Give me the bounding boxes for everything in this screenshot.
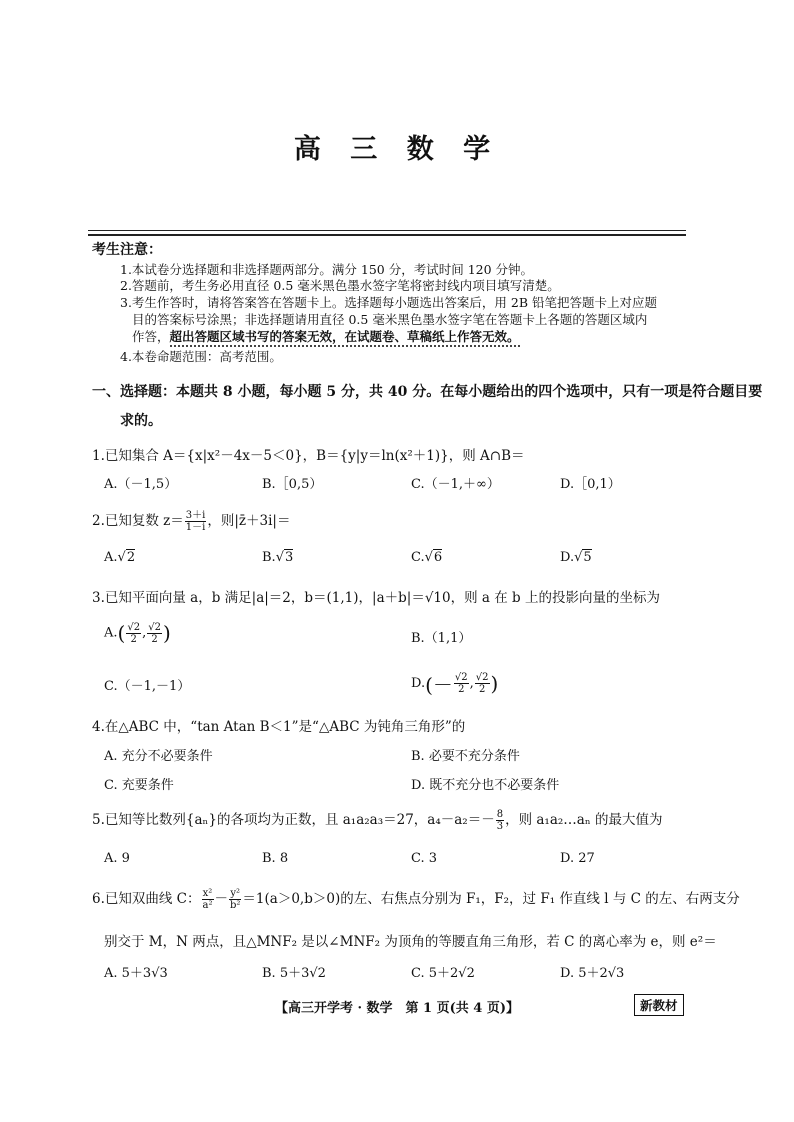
q3-a-close: ) xyxy=(162,621,171,645)
q3-d-frac2 xyxy=(475,672,490,695)
section-heading: 一、选择题：本题共 8 小题，每小题 5 分，共 40 分。在每小题给出的四个选项中，只有一项是符合题目要 xyxy=(92,384,763,400)
question-2-stem xyxy=(92,509,290,533)
q6-stem-mid: ＝1(a＞0,b＞0)的左、右焦点分别为 F₁，F₂，过 F₁ 作直线 l 与 C 的左、右两支分 xyxy=(242,891,740,907)
q2-c-root: √ xyxy=(424,550,433,565)
q6-f1-den: a² xyxy=(202,900,213,911)
q2-option-a xyxy=(104,550,135,565)
q2-frac-num: 3＋i xyxy=(185,510,206,521)
q2-fraction xyxy=(185,510,207,533)
question-1-stem: 1.已知集合 A＝{x|x²－4x－5＜0}，B＝{y|y＝ln(x²＋1)}，则 A∩B＝ xyxy=(92,448,525,464)
q1-option-c: C.（－1,＋∞） xyxy=(411,477,500,492)
q5-frac-den: 3 xyxy=(496,821,504,832)
q2-d-radicand: 5 xyxy=(583,550,592,565)
section-heading-cont: 求的。 xyxy=(120,413,162,429)
q2-b-letter: B. xyxy=(262,550,276,565)
q2-option-c xyxy=(411,550,442,565)
q2-frac-den: 1－i xyxy=(185,522,206,533)
q3-d-open: (－ xyxy=(425,673,453,697)
q3-d-d1: 2 xyxy=(458,684,465,695)
q3-d-frac1 xyxy=(454,672,469,695)
q3-d-close: ) xyxy=(490,671,499,696)
q2-b-radicand: 3 xyxy=(284,550,294,565)
edition-badge: 新教材 xyxy=(634,994,684,1016)
q3-d-n2: √2 xyxy=(475,672,489,683)
q3-a-n2: √2 xyxy=(148,621,161,633)
q2-option-d xyxy=(560,550,592,565)
question-3-stem: 3.已知平面向量 a，b 满足|a|＝2，b＝(1,1)，|a＋b|＝√10，则 a 在 b 上的投影向量的坐标为 xyxy=(92,590,660,606)
q2-stem-end: ，则|z̄＋3i|＝ xyxy=(207,513,291,529)
q2-d-letter: D. xyxy=(560,550,575,565)
q3-a-frac2 xyxy=(147,622,162,645)
q3-d-d2: 2 xyxy=(478,684,486,695)
notice-item-2: 2.答题前，考生务必用直径 0.5 毫米黑色墨水签字笔将密封线内项目填写清楚。 xyxy=(120,278,560,293)
q3-a-n1: √2 xyxy=(127,621,141,633)
q5-option-a: A. 9 xyxy=(104,851,130,866)
q3-option-c: C.（－1,－1） xyxy=(104,679,191,694)
q2-c-radicand: 6 xyxy=(433,550,443,565)
notice-emphasis: 超出答题区域书写的答案无效，在试题卷、草稿纸上作答无效。 xyxy=(170,329,520,347)
page-title: 高 三 数 学 xyxy=(293,134,501,165)
q3-option-d xyxy=(411,669,498,698)
question-4-stem: 4.在△ABC 中，“tan Atan B＜1”是“△ABC 为钝角三角形”的 xyxy=(92,719,466,735)
q6-f2-den: b² xyxy=(230,900,241,911)
q1-option-d: D.［0,1） xyxy=(560,477,621,492)
q3-d-letter: D. xyxy=(411,676,426,691)
q3-d-n1: √2 xyxy=(454,672,468,683)
q5-stem-start: 5.已知等比数列{aₙ}的各项均为正数，且 a₁a₂a₃＝27，a₄－a₂＝－ xyxy=(92,812,495,828)
q4-option-d: D. 既不充分也不必要条件 xyxy=(411,778,560,793)
q1-option-a: A.（－1,5） xyxy=(104,477,178,492)
q6-option-a: A. 5＋3√3 xyxy=(104,966,168,981)
q2-a-radicand: 2 xyxy=(126,550,136,565)
q5-option-c: C. 3 xyxy=(411,851,438,866)
q6-option-b: B. 5＋3√2 xyxy=(262,966,326,981)
notice-heading: 考生注意： xyxy=(92,242,162,258)
question-6-stem-cont: 别交于 M，N 两点，且△MNF₂ 是以∠MNF₂ 为顶角的等腰直角三角形，若 C 的离心率为 e，则 e²＝ xyxy=(104,934,717,950)
q2-option-b xyxy=(262,550,293,565)
q6-option-d: D. 5＋2√3 xyxy=(560,966,625,981)
notice-item-3-end-plain: 作答， xyxy=(132,329,170,344)
q6-fraction-x xyxy=(202,888,214,911)
header-divider-thick xyxy=(88,234,686,236)
q3-a-frac1 xyxy=(126,622,141,645)
q3-option-a xyxy=(104,621,171,645)
q4-option-b: B. 必要不充分条件 xyxy=(411,749,520,764)
q6-fraction-y xyxy=(229,888,241,911)
q3-a-open: ( xyxy=(117,621,126,645)
notice-item-1: 1.本试卷分选择题和非选择题两部分。满分 150 分，考试时间 120 分钟。 xyxy=(120,262,534,277)
notice-item-4: 4.本卷命题范围：高考范围。 xyxy=(120,349,282,364)
q5-frac-num: 8 xyxy=(496,809,504,820)
q3-a-letter: A. xyxy=(104,625,118,641)
q3-a-d1: 2 xyxy=(130,633,137,645)
q5-fraction xyxy=(496,809,504,832)
question-5-stem xyxy=(92,808,663,832)
q4-option-a: A. 充分不必要条件 xyxy=(104,749,213,764)
header-divider-thin xyxy=(88,230,686,231)
q2-a-letter: A. xyxy=(104,550,118,565)
q1-option-b: B.［0,5） xyxy=(262,477,323,492)
q6-minus: － xyxy=(214,891,228,907)
q2-a-root: √ xyxy=(117,550,126,565)
q3-a-d2: 2 xyxy=(151,633,158,645)
q3-option-b: B.（1,1） xyxy=(411,631,472,646)
q6-stem-start: 6.已知双曲线 C： xyxy=(92,891,201,907)
q6-f2-num: y² xyxy=(230,888,241,899)
q6-option-c: C. 5＋2√2 xyxy=(411,966,475,981)
q5-option-d: D. 27 xyxy=(560,851,595,866)
q3-d-comma: , xyxy=(469,676,474,691)
q5-option-b: B. 8 xyxy=(262,851,289,866)
q2-d-root: √ xyxy=(574,550,583,565)
q6-f1-num: x² xyxy=(202,888,213,899)
question-6-stem xyxy=(92,887,740,911)
q2-c-letter: C. xyxy=(411,550,425,565)
notice-item-3-end xyxy=(132,327,520,345)
q5-stem-end: ，则 a₁a₂…aₙ 的最大值为 xyxy=(505,812,663,828)
q2-b-root: √ xyxy=(275,550,284,565)
q3-a-comma: , xyxy=(142,625,147,641)
q4-option-c: C. 充要条件 xyxy=(104,778,174,793)
notice-item-3: 3.考生作答时，请将答案答在答题卡上。选择题每小题选出答案后，用 2B 铅笔把答题卡上对应题 xyxy=(120,295,658,310)
notice-item-3-cont: 目的答案标号涂黑；非选择题请用直径 0.5 毫米黑色墨水签字笔在答题卡上各题的答题区域内 xyxy=(132,312,648,327)
page-footer: 【高三开学考 · 数学 第 1 页(共 4 页)】 xyxy=(274,1001,520,1016)
q2-stem-start: 2.已知复数 z＝ xyxy=(92,513,184,529)
